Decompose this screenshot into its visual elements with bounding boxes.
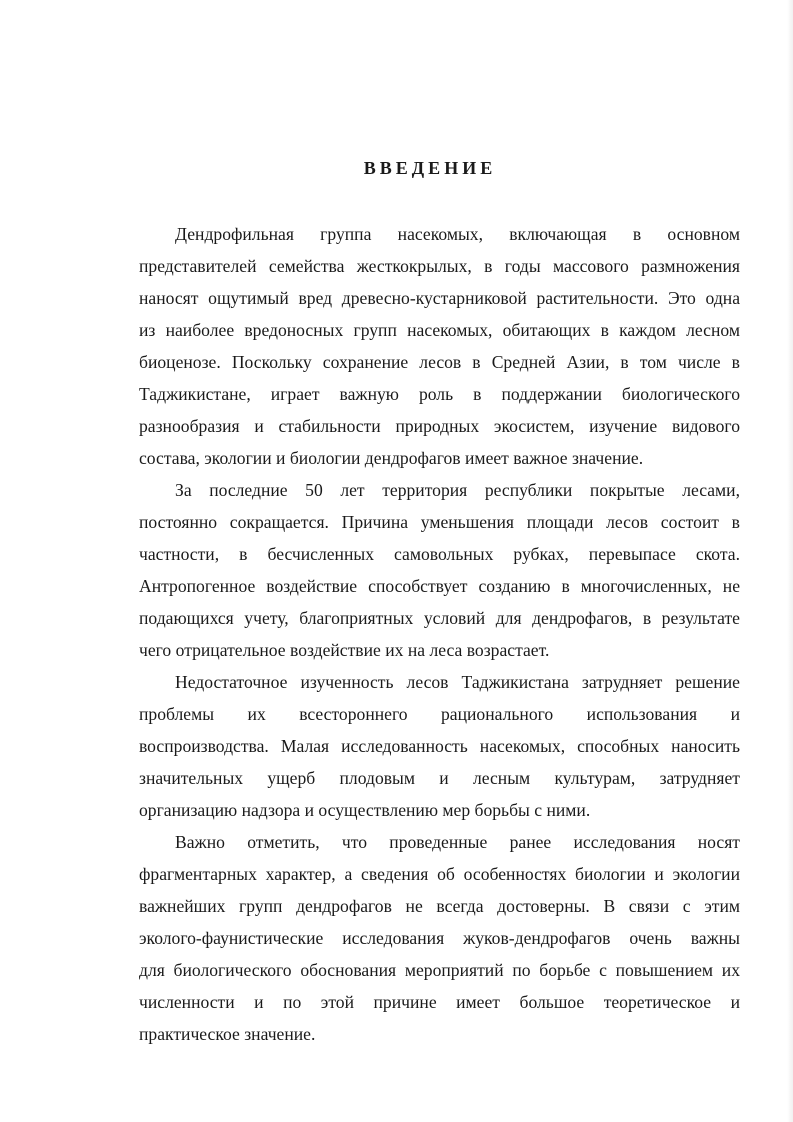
text-line: эколого-фаунистические исследования жуков-дендрофагов очень важны [139,928,740,948]
text-line: Недостаточное изученность лесов Таджикистана затрудняет решение [175,672,740,692]
text-line: численности и по этой причине имеет большое теоретическое и [139,992,740,1012]
paragraph-3 [139,666,740,826]
text-line: разнообразия и стабильности природных экосистем, изучение видового [139,416,740,436]
page-edge-shadow [787,0,793,1122]
text-line: Важно отметить, что проведенные ранее исследования носят [175,832,740,852]
text-line: для биологического обоснования мероприятий по борьбе с повышением их [139,960,740,980]
paragraph-2 [139,474,740,666]
text-line: подающихся учету, благоприятных условий для дендрофагов, в результате [139,608,740,628]
body-text [139,218,740,1050]
text-line: постоянно сокращается. Причина уменьшения площади лесов состоит в [139,512,740,532]
text-line: чего отрицательное воздействие их на леса возрастает. [139,640,550,660]
section-heading: ВВЕДЕНИЕ [363,158,497,178]
text-line: Дендрофильная группа насекомых, включающая в основном [175,224,740,244]
text-line: воспроизводства. Малая исследованность насекомых, способных наносить [139,736,740,756]
text-line: проблемы их всестороннего рационального использования и [139,704,740,724]
text-line: из наиболее вредоносных групп насекомых, обитающих в каждом лесном [139,320,740,340]
text-line: Антропогенное воздействие способствует созданию в многочисленных, не [139,576,740,596]
text-line: Таджикистане, играет важную роль в поддержании биологического [139,384,740,404]
text-line: биоценозе. Поскольку сохранение лесов в Средней Азии, в том числе в [139,352,740,372]
text-line: важнейших групп дендрофагов не всегда достоверны. В связи с этим [139,896,740,916]
text-line: практическое значение. [139,1024,316,1044]
text-line: частности, в бесчисленных самовольных рубках, перевыпасе скота. [139,544,740,564]
text-line: За последние 50 лет территория республики покрытые лесами, [175,480,740,500]
paragraph-4 [139,826,740,1050]
text-line: фрагментарных характер, а сведения об особенностях биологии и экологии [139,864,740,884]
text-line: значительных ущерб плодовым и лесным культурам, затрудняет [139,768,740,788]
text-line: состава, экологии и биологии дендрофагов имеет важное значение. [139,448,644,468]
paragraph-1 [139,218,740,474]
text-line: представителей семейства жесткокрылых, в годы массового размножения [139,256,740,276]
text-line: наносят ощутимый вред древесно-кустарниковой растительности. Это одна [139,288,740,308]
text-line: организацию надзора и осуществлению мер борьбы с ними. [139,800,591,820]
